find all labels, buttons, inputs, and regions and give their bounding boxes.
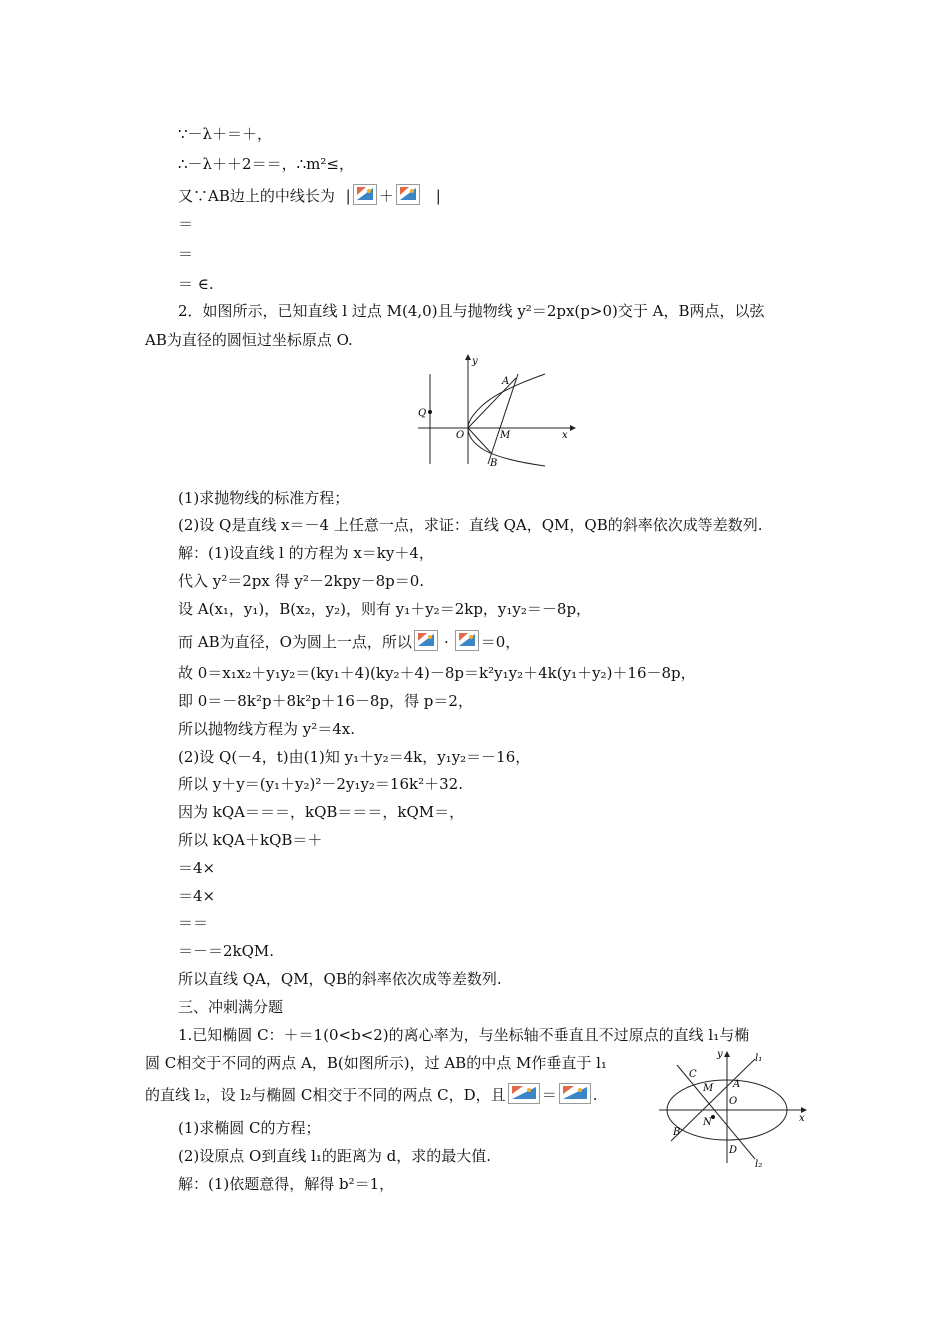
vector-image-icon: [414, 630, 438, 651]
problem-text: 圆 C相交于不同的两点 A，B(如图所示)，过 AB的中点 M作垂直于 l₁: [145, 1054, 607, 1072]
text-line: ∵－λ＋＝＋，: [178, 125, 273, 143]
text-line: (1)求椭圆 C的方程；: [178, 1119, 321, 1137]
text-line: ＝4×: [178, 887, 216, 905]
text-span: 的直线 l₂，设 l₂与椭圆 C相交于不同的两点 C，D，且: [145, 1086, 506, 1104]
text-span: 又∵AB边上的中线长为: [178, 187, 335, 205]
vector-image-icon: [353, 184, 377, 205]
text-line: [178, 184, 441, 206]
line-l1: [671, 1059, 755, 1141]
text-line: ＝: [178, 215, 194, 233]
problem-text: 1.已知椭圆 C：＋＝1(0<b<2)的离心率为，与坐标轴不垂直且不过原点的直线 l₁与椭: [178, 1026, 750, 1044]
label-y: y: [717, 1049, 723, 1060]
text-line: 所以抛物线方程为 y²＝4x.: [178, 720, 356, 738]
label-l2: l₂: [755, 1159, 763, 1170]
text-line: 代入 y²＝2px 得 y²－2kpy－8p＝0.: [178, 572, 425, 590]
label-l1: l₁: [755, 1053, 763, 1064]
y-arrow-icon: [724, 1051, 730, 1057]
point-Q: [428, 410, 432, 414]
text-span: ＝: [541, 1086, 557, 1104]
parabola-figure: [410, 352, 582, 470]
text-line: 解：(1)依题意得，解得 b²＝1，: [178, 1175, 395, 1193]
label-O: O: [456, 430, 465, 441]
text-line: 所以 y＋y＝(y₁＋y₂)²－2y₁y₂＝16k²＋32.: [178, 775, 463, 793]
text-span: ·: [443, 633, 449, 651]
x-arrow-icon: [570, 425, 576, 431]
abs-bar: |: [345, 187, 351, 205]
text-line: (2)设原点 O到直线 l₁的距离为 d，求的最大值.: [178, 1147, 492, 1165]
text-line: ＝－＝2kQM.: [178, 942, 275, 960]
text-line: 即 0＝－8k²p＋8k²p＋16－8p，得 p＝2，: [178, 692, 473, 710]
vector-image-icon: [455, 630, 479, 651]
label-Q: Q: [418, 408, 427, 419]
text-line: ＝4×: [178, 859, 216, 877]
text-line: (2)设 Q是直线 x＝－4 上任意一点，求证：直线 QA，QM，QB的斜率依次成等差数列.: [178, 516, 763, 534]
label-M: M: [500, 430, 511, 441]
problem-2-text: AB为直径的圆恒过坐标原点 O.: [145, 331, 353, 349]
text-line: 解：(1)设直线 l 的方程为 x＝ky＋4，: [178, 544, 434, 562]
text-span: ＝0，: [480, 633, 521, 651]
vector-image-icon: [396, 184, 420, 205]
label-A: A: [733, 1079, 741, 1090]
label-x: x: [799, 1113, 805, 1124]
label-O: O: [729, 1096, 738, 1107]
text-line: 所以 kQA＋kQB＝＋: [178, 831, 323, 849]
label-B: B: [490, 458, 498, 469]
problem-2-text: 2．如图所示，已知直线 l 过点 M(4,0)且与抛物线 y²＝2px(p>0)交于 A，B两点，以弦: [178, 302, 765, 320]
label-C: C: [689, 1069, 697, 1080]
text-line: ＝＝: [178, 914, 209, 932]
text-line: 故 0＝x₁x₂＋y₁y₂＝(ky₁＋4)(ky₂＋4)－8p＝k²y₁y₂＋4k(y₁＋y₂)＋16－8p，: [178, 664, 696, 682]
text-line: ＝ ∈.: [178, 275, 214, 293]
section-heading: 三、冲刺满分题: [178, 998, 284, 1016]
text-line: (2)设 Q(－4，t)由(1)知 y₁＋y₂＝4k，y₁y₂＝－16，: [178, 748, 531, 766]
line-l: [488, 374, 518, 464]
y-arrow-icon: [465, 354, 471, 360]
text-line: ∴－λ＋＋2＝＝，∴m²≤，: [178, 155, 354, 173]
text-span: .: [592, 1086, 598, 1104]
text-line: 所以直线 QA，QM，QB的斜率依次成等差数列.: [178, 970, 502, 988]
text-line: ＝: [178, 245, 194, 263]
chord-OB: [468, 428, 492, 454]
text-span: 而 AB为直径，O为圆上一点，所以: [178, 633, 412, 651]
vector-image-icon: [508, 1083, 540, 1104]
text-span: ＋: [378, 187, 394, 205]
problem-text: [145, 1083, 597, 1105]
label-N: N: [703, 1117, 712, 1128]
text-line: (1)求抛物线的标准方程；: [178, 489, 350, 507]
label-y: y: [472, 356, 478, 367]
abs-bar: |: [435, 187, 441, 205]
ellipse-figure: [655, 1047, 815, 1171]
label-D: D: [729, 1145, 738, 1156]
label-M: M: [703, 1083, 714, 1094]
label-A: A: [502, 376, 510, 387]
label-B: B: [673, 1127, 681, 1138]
text-line: 因为 kQA＝＝＝，kQB＝＝＝，kQM＝，: [178, 803, 465, 821]
text-line: 设 A(x₁，y₁)，B(x₂，y₂)，则有 y₁＋y₂＝2kp，y₁y₂＝－8p，: [178, 600, 592, 618]
text-line: [178, 630, 520, 652]
label-x: x: [562, 430, 568, 441]
vector-image-icon: [559, 1083, 591, 1104]
